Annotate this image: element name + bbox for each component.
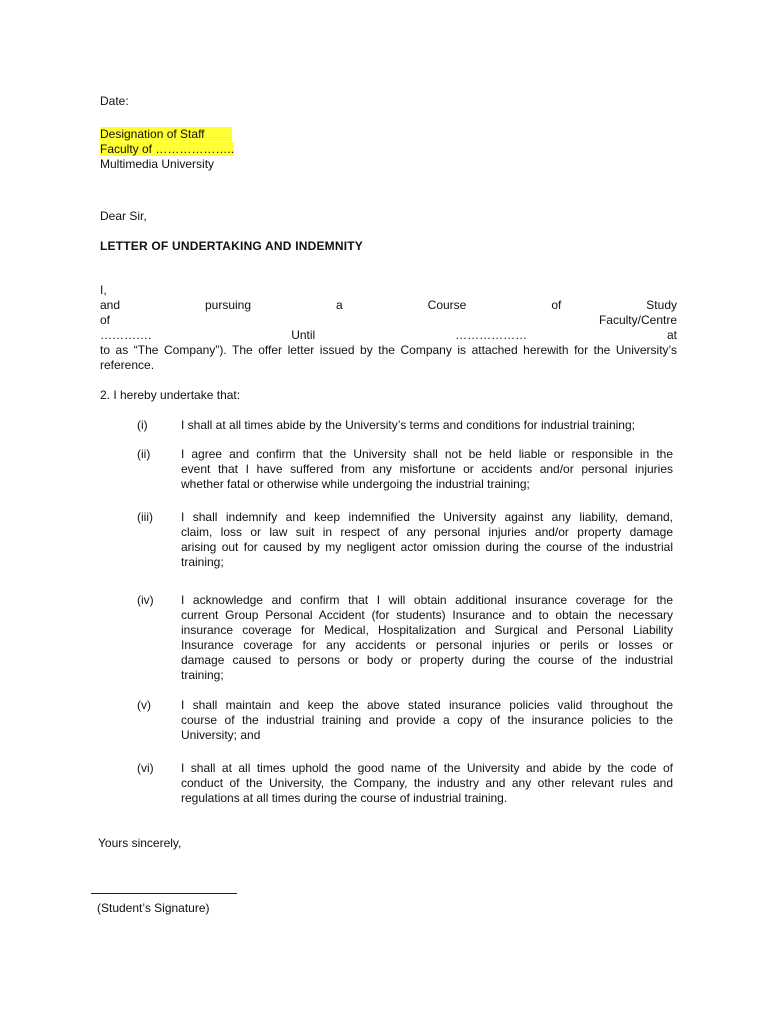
item-line: Insurance coverage for any accidents or personal injuries or perils or losses or [181,638,673,652]
item-line: training; [181,668,224,682]
undertaking-item [181,418,673,433]
undertaking-item [181,447,673,492]
item-line: I shall at all times abide by the University’s terms and conditions for industrial training; [181,418,635,432]
item-number: (v) [137,698,151,712]
intro-line: …………. Until ……………… at [100,328,677,342]
letter-title: LETTER OF UNDERTAKING AND INDEMNITY [100,239,363,253]
item-line: claim, loss or law suit in respect of any personal injuries and/or property damage [181,525,673,539]
intro-line: reference. [100,358,155,372]
item-number: (i) [137,418,148,432]
item-line: current Group Personal Accident (for students) Insurance and to obtain the necessary [181,608,673,622]
item-number: (vi) [137,761,154,775]
recipient-university: Multimedia University [100,157,215,171]
item-line: training; [181,555,224,569]
item-line: I acknowledge and confirm that I will obtain additional insurance coverage for the [181,593,673,607]
date-label: Date: [100,94,129,108]
undertaking-item [181,510,673,570]
signature-line [91,893,237,894]
item-line: I shall at all times uphold the good name of the University and abide by the code of [181,761,673,775]
item-line: insurance coverage for Medical, Hospitalization and Surgical and Personal Liability [181,623,673,637]
item-line: I shall maintain and keep the above stated insurance policies valid throughout the [181,698,673,712]
intro-paragraph [100,283,677,373]
intro-line: I, [100,283,107,297]
item-number: (iii) [137,510,153,524]
intro-line: and pursuing a Course of Study [100,298,677,312]
item-line: I shall indemnify and keep indemnified the University against any liability, demand, [181,510,673,524]
item-line: conduct of the University, the Company, the industry and any other relevant rules and [181,776,673,790]
item-line: course of the industrial training and provide a copy of the insurance policies to the [181,713,673,727]
intro-line: to as “The Company”). The offer letter issued by the Company is attached herewith for the University’s [100,343,677,357]
intro-line: of Faculty/Centre [100,313,677,327]
item-line: whether fatal or otherwise while undergoing the industrial training; [181,477,530,491]
recipient-designation: Designation of Staff [100,127,232,141]
item-line: regulations at all times during the course of industrial training. [181,791,508,805]
recipient-block [100,127,234,172]
undertaking-item [181,698,673,743]
signature-caption: (Student’s Signature) [97,901,210,915]
item-line: I agree and confirm that the University shall not be held liable or responsible in the [181,447,673,461]
undertaking-item [181,593,673,683]
recipient-faculty: Faculty of ……………….. [100,142,235,156]
salutation: Dear Sir, [100,209,147,223]
item-line: event that I have suffered from any misfortune or accidents and/or personal injuries [181,462,673,476]
item-line: University; and [181,728,261,742]
item-number: (iv) [137,593,154,607]
closing: Yours sincerely, [98,836,182,850]
item-line: arising out for caused by my negligent actor omission during the course of the industrial [181,540,673,554]
undertaking-item [181,761,673,806]
undertake-heading: 2. I hereby undertake that: [100,388,241,402]
item-line: damage caused to persons or body or property during the course of the industrial [181,653,673,667]
item-number: (ii) [137,447,151,461]
